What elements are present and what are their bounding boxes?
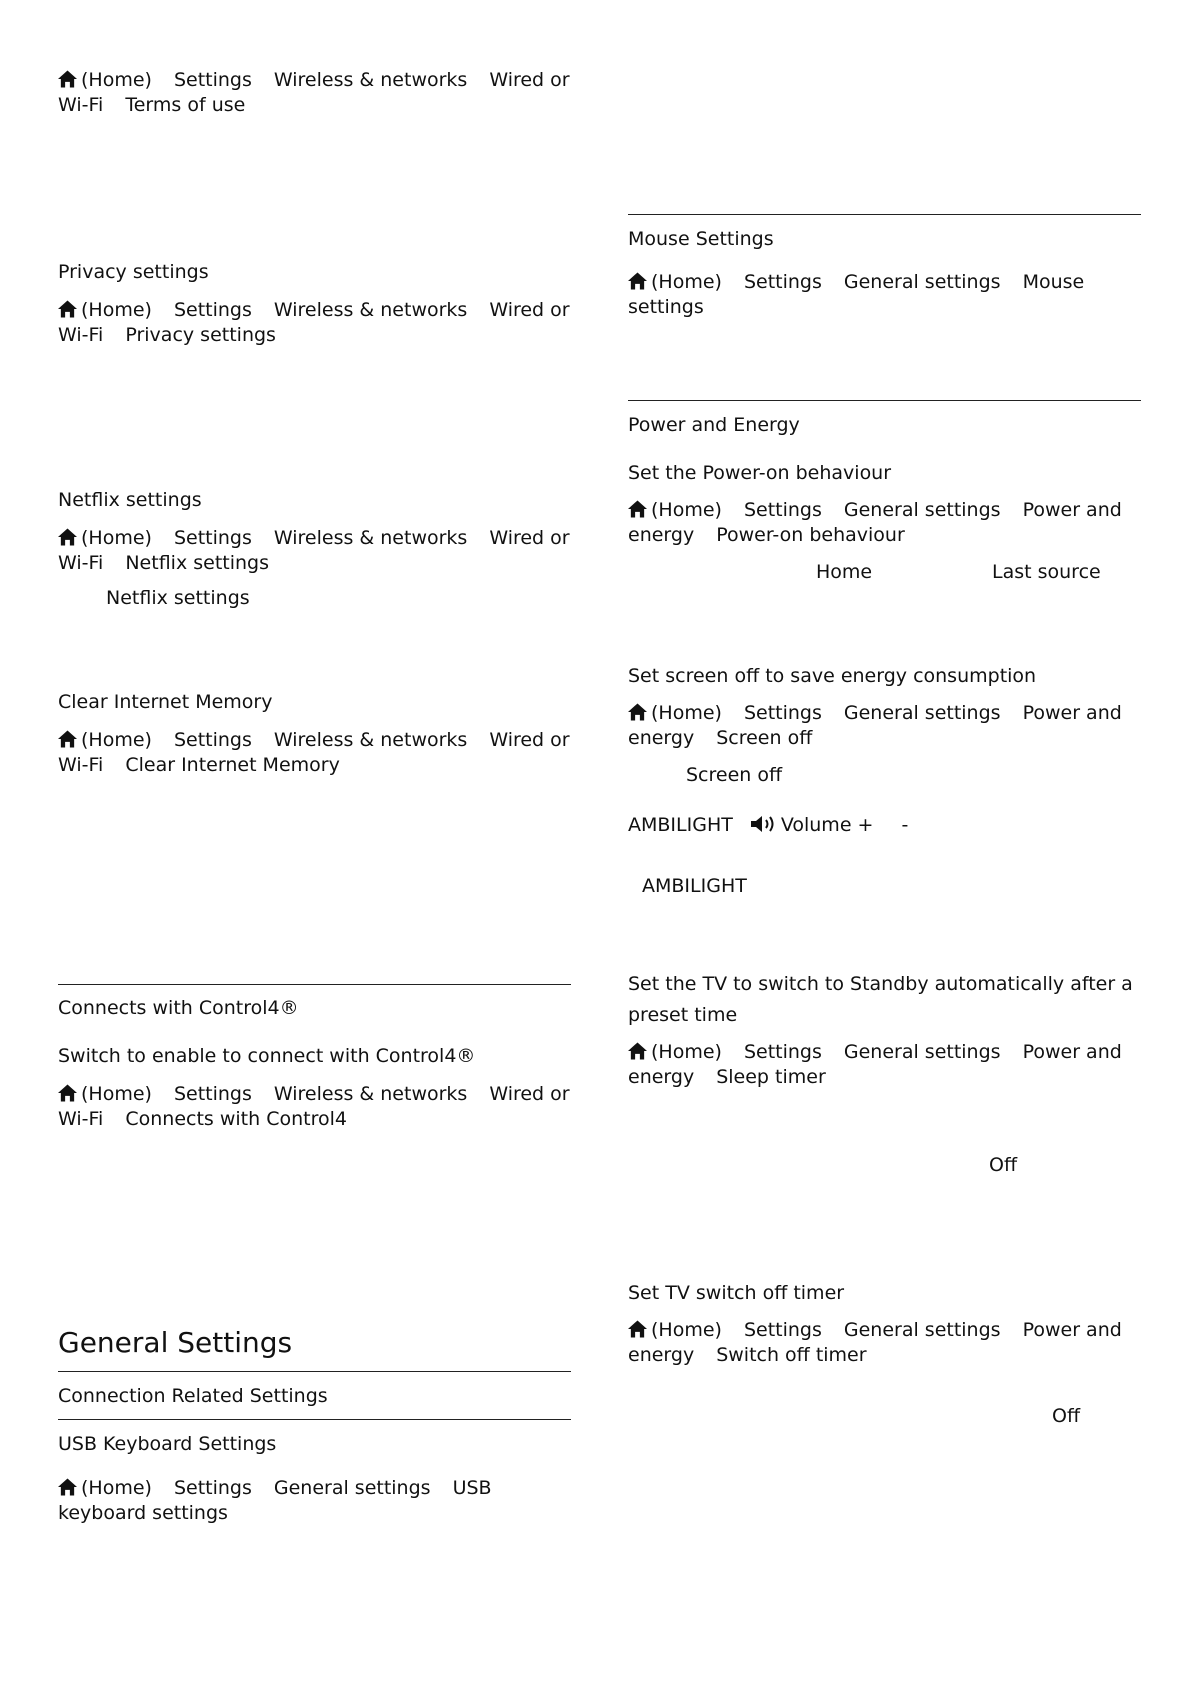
home-icon: [628, 1042, 647, 1060]
crumb-power-and[interactable]: Power and: [1022, 702, 1122, 724]
crumb-home[interactable]: (Home): [81, 729, 152, 751]
divider: [58, 984, 571, 985]
crumb-home[interactable]: (Home): [651, 702, 722, 724]
crumb-power-and[interactable]: Power and: [1022, 1041, 1122, 1063]
page-title: General Settings: [58, 1326, 293, 1359]
sleep-timer-off-label: Off: [989, 1154, 1018, 1176]
option-home[interactable]: [816, 560, 872, 585]
option-last-source[interactable]: [992, 560, 1101, 585]
switch-off-timer-value[interactable]: [1052, 1404, 1080, 1429]
crumb-netflix-settings[interactable]: Netflix settings: [125, 552, 269, 574]
ambilight-volume-row: [628, 813, 908, 838]
sleep-sub-block: [628, 969, 1141, 1031]
crumb-settings[interactable]: Settings: [173, 1477, 252, 1499]
ambilight-label: AMBILIGHT: [642, 875, 747, 897]
crumb-general-settings[interactable]: General settings: [843, 1319, 1001, 1341]
menu-item-label: Netflix settings: [106, 587, 250, 609]
crumb-home[interactable]: (Home): [81, 69, 152, 91]
crumb-privacy-settings[interactable]: Privacy settings: [125, 324, 276, 346]
control4-sub-block: [58, 1044, 475, 1069]
netflix-settings-block: [58, 488, 202, 513]
breadcrumb: [628, 1318, 1122, 1343]
breadcrumb: [58, 728, 570, 753]
breadcrumb-continued: [628, 726, 1122, 751]
home-icon: [628, 500, 647, 518]
breadcrumb: [58, 68, 570, 93]
breadcrumb: [628, 498, 1122, 523]
switchoff-sub-block: [628, 1281, 844, 1306]
sleep-breadcrumb-block: [628, 1040, 1122, 1090]
crumb-wireless-networks[interactable]: Wireless & networks: [273, 1083, 468, 1105]
crumb-general-settings[interactable]: General settings: [843, 499, 1001, 521]
home-icon: [58, 300, 77, 318]
breadcrumb: [58, 298, 570, 323]
crumb-energy[interactable]: energy: [628, 524, 695, 546]
crumb-general-settings[interactable]: General settings: [843, 1041, 1001, 1063]
crumb-settings[interactable]: Settings: [743, 271, 822, 293]
breadcrumb: [58, 1082, 570, 1107]
control4-block: [58, 996, 299, 1021]
breadcrumb: [58, 526, 570, 551]
section-heading: Connects with Control4®: [58, 997, 299, 1019]
crumb-clear-internet-memory[interactable]: Clear Internet Memory: [125, 754, 340, 776]
connection-related-block: [58, 1384, 328, 1409]
privacy-breadcrumb-block: [58, 298, 570, 348]
screenoff-sub-block: [628, 664, 1036, 689]
crumb-general-settings[interactable]: General settings: [843, 702, 1001, 724]
section-heading: Privacy settings: [58, 261, 209, 283]
sub-heading: Set TV switch off timer: [628, 1282, 845, 1304]
crumb-settings[interactable]: Settings: [173, 69, 252, 91]
section-heading: Clear Internet Memory: [58, 691, 273, 713]
crumb-wireless-networks[interactable]: Wireless & networks: [273, 299, 468, 321]
home-icon: [58, 70, 77, 88]
crumb-home[interactable]: (Home): [81, 299, 152, 321]
section-heading: Mouse Settings: [628, 228, 774, 250]
crumb-keyboard-settings[interactable]: keyboard settings: [58, 1502, 228, 1524]
crumb-settings[interactable]: Settings: [743, 499, 822, 521]
sub-heading: Switch to enable to connect with Control4®: [58, 1045, 476, 1067]
power-energy-block: [628, 413, 800, 438]
volume-plus-key[interactable]: Volume +: [780, 814, 874, 836]
clear-memory-breadcrumb-block: [58, 728, 570, 778]
sub-heading: Set the Power-on behaviour: [628, 462, 892, 484]
crumb-wifi[interactable]: Wi-Fi: [58, 1108, 104, 1130]
crumb-home[interactable]: (Home): [651, 1041, 722, 1063]
crumb-connects-with-control4[interactable]: Connects with Control4: [125, 1108, 347, 1130]
crumb-wired-or[interactable]: Wired or: [489, 69, 570, 91]
control4-breadcrumb-block: [58, 1082, 570, 1132]
privacy-settings-block: [58, 260, 209, 285]
usb-keyboard-block: [58, 1432, 276, 1457]
crumb-energy[interactable]: energy: [628, 1066, 695, 1088]
screen-off-item[interactable]: [686, 763, 782, 788]
crumb-home[interactable]: (Home): [651, 1319, 722, 1341]
crumb-settings[interactable]: Settings: [743, 1319, 822, 1341]
crumb-wired-or[interactable]: Wired or: [489, 729, 570, 751]
minus-key[interactable]: -: [901, 814, 909, 836]
crumb-home[interactable]: (Home): [81, 1083, 152, 1105]
crumb-settings[interactable]: Settings: [173, 729, 252, 751]
poweron-sub-block: [628, 461, 891, 486]
crumb-general-settings[interactable]: General settings: [273, 1477, 431, 1499]
ambilight-second[interactable]: [642, 874, 747, 899]
crumb-mouse[interactable]: Mouse: [1022, 271, 1085, 293]
home-icon: [58, 1478, 77, 1496]
crumb-power-and[interactable]: Power and: [1022, 1319, 1122, 1341]
crumb-wifi[interactable]: Wi-Fi: [58, 552, 104, 574]
divider: [58, 1419, 571, 1420]
netflix-settings-item[interactable]: [106, 586, 250, 611]
netflix-breadcrumb-block: [58, 526, 570, 576]
section-heading: Netflix settings: [58, 489, 202, 511]
home-icon: [628, 272, 647, 290]
home-icon: [628, 1320, 647, 1338]
breadcrumb-continued: [58, 1107, 570, 1132]
ambilight-key[interactable]: AMBILIGHT: [628, 814, 733, 836]
divider: [628, 400, 1141, 401]
crumb-settings[interactable]: Settings: [173, 1083, 252, 1105]
crumb-wireless-networks[interactable]: Wireless & networks: [273, 729, 468, 751]
divider: [628, 214, 1141, 215]
crumb-power-on-behaviour[interactable]: Power-on behaviour: [716, 524, 905, 546]
crumb-energy[interactable]: energy: [628, 727, 695, 749]
breadcrumb: [628, 701, 1122, 726]
switchoff-breadcrumb-block: [628, 1318, 1122, 1368]
breadcrumb-continued: [628, 523, 1122, 548]
switch-off-timer-off-label: Off: [1052, 1405, 1081, 1427]
key-row: [628, 813, 908, 838]
option-last-source-label: Last source: [992, 561, 1101, 583]
home-icon: [58, 1084, 77, 1102]
home-icon: [628, 703, 647, 721]
breadcrumb-continued: [58, 323, 570, 348]
section-heading: USB Keyboard Settings: [58, 1433, 277, 1455]
screenoff-breadcrumb-block: [628, 701, 1122, 751]
crumb-sleep-timer[interactable]: Sleep timer: [716, 1066, 826, 1088]
crumb-settings[interactable]: Settings: [173, 299, 252, 321]
crumb-usb[interactable]: USB: [452, 1477, 492, 1499]
breadcrumb: [628, 1040, 1122, 1065]
crumb-home[interactable]: (Home): [81, 1477, 152, 1499]
crumb-wifi[interactable]: Wi-Fi: [58, 754, 104, 776]
crumb-mouse-settings[interactable]: settings: [628, 296, 704, 318]
crumb-screen-off[interactable]: Screen off: [716, 727, 813, 749]
breadcrumb-continued: [58, 1501, 492, 1526]
speaker-volume-icon: [749, 814, 779, 834]
breadcrumb-continued: [628, 1343, 1122, 1368]
crumb-terms-of-use[interactable]: Terms of use: [125, 94, 246, 116]
crumb-wireless-networks[interactable]: Wireless & networks: [273, 69, 468, 91]
crumb-home[interactable]: (Home): [651, 499, 722, 521]
crumb-wired-or[interactable]: Wired or: [489, 1083, 570, 1105]
breadcrumb-continued: [628, 295, 1084, 320]
screen-off-label: Screen off: [686, 764, 783, 786]
crumb-settings[interactable]: Settings: [743, 1041, 822, 1063]
divider: [58, 1371, 571, 1372]
breadcrumb: [58, 1476, 492, 1501]
crumb-wifi[interactable]: Wi-Fi: [58, 324, 104, 346]
home-icon: [58, 730, 77, 748]
section-heading: Connection Related Settings: [58, 1385, 328, 1407]
crumb-settings[interactable]: Settings: [173, 527, 252, 549]
breadcrumb-continued: [58, 753, 570, 778]
clear-internet-memory-block: [58, 690, 272, 715]
mouse-settings-block: [628, 227, 774, 252]
breadcrumb-continued: [58, 551, 570, 576]
mouse-breadcrumb-block: [628, 270, 1084, 320]
breadcrumb: [628, 270, 1084, 295]
option-home-label: Home: [816, 561, 873, 583]
usb-breadcrumb-block: [58, 1476, 492, 1526]
breadcrumb-continued: [628, 1065, 1122, 1090]
crumb-power-and[interactable]: Power and: [1022, 499, 1122, 521]
crumb-general-settings[interactable]: General settings: [843, 271, 1001, 293]
crumb-wifi[interactable]: Wi-Fi: [58, 94, 104, 116]
crumb-settings[interactable]: Settings: [743, 702, 822, 724]
sub-heading: Set the TV to switch to Standby automatically after a preset time: [628, 973, 1133, 1026]
crumb-switch-off-timer[interactable]: Switch off timer: [716, 1344, 867, 1366]
crumb-wired-or[interactable]: Wired or: [489, 527, 570, 549]
crumb-home[interactable]: (Home): [651, 271, 722, 293]
sleep-timer-value[interactable]: [989, 1153, 1017, 1178]
poweron-breadcrumb-block: [628, 498, 1122, 548]
sub-heading: Set screen off to save energy consumption: [628, 665, 1037, 687]
crumb-energy[interactable]: energy: [628, 1344, 695, 1366]
breadcrumb-continued: [58, 93, 570, 118]
crumb-wireless-networks[interactable]: Wireless & networks: [273, 527, 468, 549]
crumb-home[interactable]: (Home): [81, 527, 152, 549]
crumb-wired-or[interactable]: Wired or: [489, 299, 570, 321]
terms-of-use-block: [58, 68, 570, 118]
home-icon: [58, 528, 77, 546]
section-heading: Power and Energy: [628, 414, 800, 436]
